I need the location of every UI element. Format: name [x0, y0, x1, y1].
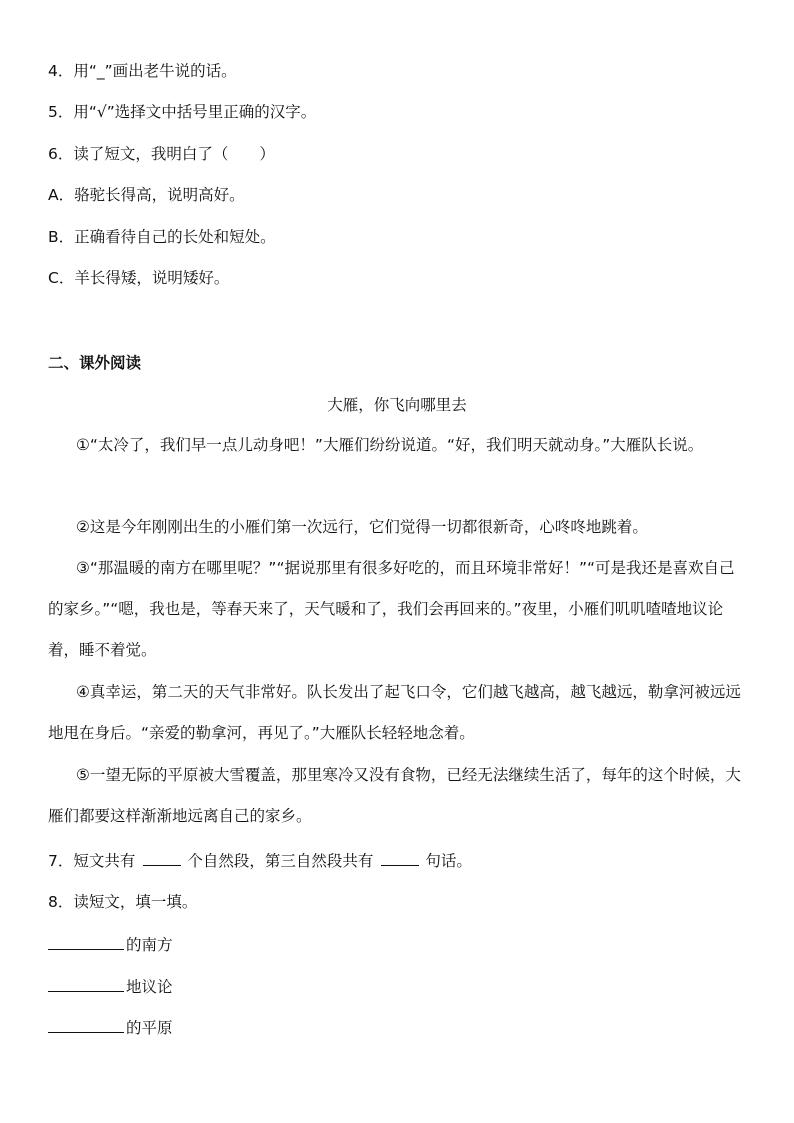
fill-blank[interactable]	[48, 933, 124, 950]
question-8: 8．读短文，填一填。	[48, 893, 198, 911]
fill-item: 地议论	[48, 975, 173, 998]
question-7: 7．短文共有 个自然段，第三自然段共有 句话。	[48, 852, 472, 870]
paragraph-4: ④真幸运，第二天的天气非常好。队长发出了起飞口令，它们越飞越高，越飞越远，勒拿河被远远地甩在身后。“亲爱的勒拿河，再见了。”大雁队长轻轻地念着。	[48, 683, 741, 742]
option-b: B．正确看待自己的长处和短处。	[48, 228, 276, 246]
section-title: 二、课外阅读	[48, 354, 142, 372]
fill-blank[interactable]	[48, 1016, 124, 1033]
question-4: 4．用“_”画出老牛说的话。	[48, 62, 237, 80]
paragraph-2: ②这是今年刚刚出生的小雁们第一次远行，它们觉得一切都很新奇，心咚咚地跳着。	[76, 518, 648, 536]
question-5: 5．用“√”选择文中括号里正确的汉字。	[48, 103, 317, 121]
passage-title: 大雁，你飞向哪里去	[327, 396, 467, 414]
paragraph-1: ①“太冷了，我们早一点儿动身吧！”大雁们纷纷说道。“好，我们明天就动身。”大雁队长说。	[76, 436, 704, 454]
fill-item: 的平原	[48, 1016, 173, 1039]
paragraph-5: ⑤一望无际的平原被大雪覆盖，那里寒冷又没有食物，已经无法继续生活了，每年的这个时候，大雁们都要这样渐渐地远离自己的家乡。	[48, 766, 741, 825]
answer-blank[interactable]	[143, 851, 181, 866]
option-c: C．羊长得矮，说明矮好。	[48, 269, 230, 287]
option-a: A．骆驼长得高，说明高好。	[48, 186, 245, 204]
paragraph-3: ③“那温暖的南方在哪里呢？”“据说那里有很多好吃的，而且环境非常好！”“可是我还是喜欢自己的家乡。”“嗯，我也是，等春天来了，天气暖和了，我们会再回来的。”夜里，小雁们叽叽喳喳地议论着，睡不着觉。	[48, 559, 735, 659]
fill-item: 的南方	[48, 933, 173, 956]
question-6: 6．读了短文，我明白了（ ）	[48, 145, 275, 163]
fill-blank[interactable]	[48, 975, 124, 992]
answer-blank[interactable]	[381, 851, 419, 866]
